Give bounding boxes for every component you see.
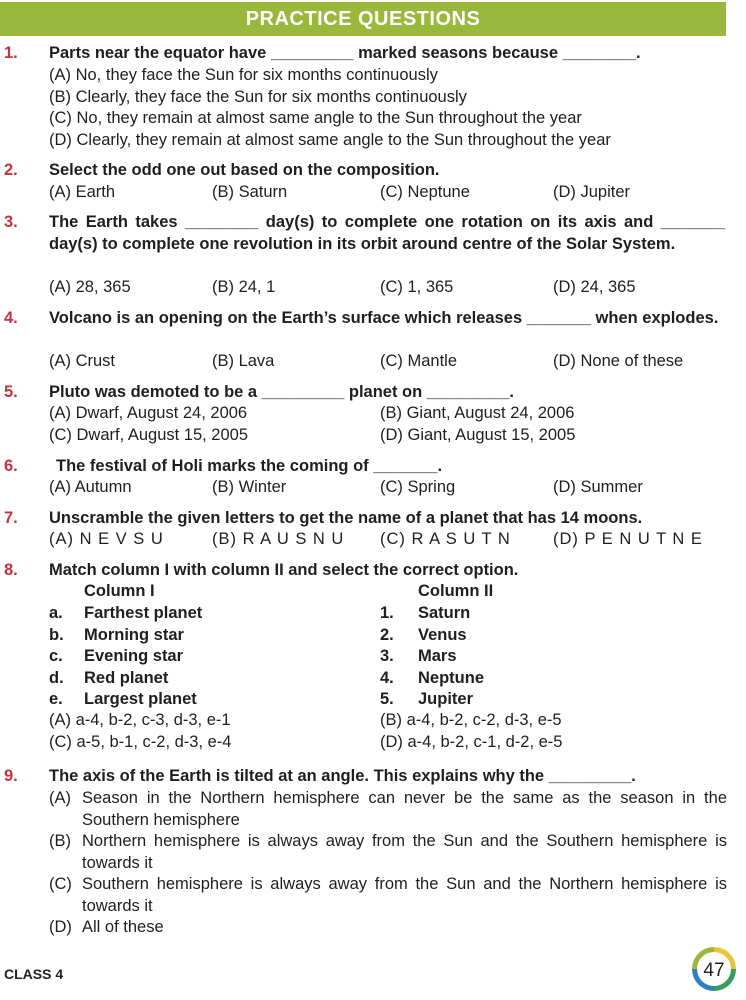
- col1-item: Farthest planet: [84, 604, 203, 622]
- option-d: (D) Summer: [553, 478, 643, 496]
- option-b: (B) Giant, August 24, 2006: [380, 404, 575, 422]
- page-number-badge: [689, 944, 739, 994]
- option-c: (C) Neptune: [380, 183, 470, 201]
- question-stem: Unscramble the given letters to get the name of a planet that has 14 moons.: [49, 509, 643, 527]
- option-d: (D) a-4, b-2, c-1, d-2, e-5: [380, 733, 563, 751]
- option-c: (C) Dwarf, August 15, 2005: [49, 426, 249, 444]
- option-a: (A) Autumn: [49, 478, 132, 496]
- col1-item: Evening star: [84, 647, 184, 665]
- question-number: 2.: [4, 161, 18, 179]
- option-a: (A) Crust: [49, 352, 115, 370]
- section-title: PRACTICE QUESTIONS: [245, 7, 481, 30]
- option-c: (C) a-5, b-1, c-2, d-3, e-4: [49, 733, 232, 751]
- col1-item: Morning star: [84, 625, 184, 644]
- column-1-header: Column I: [84, 582, 155, 600]
- option-b: (B) R A U S N U: [212, 530, 345, 548]
- col2-item: Venus: [418, 625, 467, 644]
- question-stem: The Earth takes ________ day(s) to complete one rotation on its axis and _______ day(s) to complete one revolution in its orbit around centre of the Solar System.: [49, 213, 725, 253]
- question-number: 3.: [4, 213, 18, 231]
- option-d: (D) Clearly, they remain at almost same angle to the Sun throughout the year: [49, 130, 611, 149]
- question-number: 1.: [4, 44, 18, 62]
- col2-item: Neptune: [418, 668, 484, 687]
- question-stem: The axis of the Earth is tilted at an angle. This explains why the _________.: [49, 767, 636, 785]
- question-stem: Select the odd one out based on the composition.: [49, 161, 440, 179]
- option-a: (A) No, they face the Sun for six months continuously: [49, 66, 438, 84]
- option-c: (C) No, they remain at almost same angle to the Sun throughout the year: [49, 109, 582, 127]
- col1-letter: a.: [49, 604, 63, 622]
- option-b: (B) Clearly, they face the Sun for six months continuously: [49, 87, 467, 106]
- col1-item: Largest planet: [84, 690, 197, 708]
- question-number: 4.: [4, 309, 18, 327]
- option-d: (D) 24, 365: [553, 278, 636, 296]
- col1-letter: c.: [49, 647, 63, 665]
- option-d: (D) None of these: [553, 352, 684, 370]
- page-badge-icon: [689, 944, 739, 994]
- question-stem: Parts near the equator have _________ marked seasons because ________.: [49, 44, 641, 62]
- col2-number: 5.: [380, 690, 394, 708]
- option-a: (A) Dwarf, August 24, 2006: [49, 404, 248, 422]
- col2-number: 2.: [380, 625, 394, 644]
- question-number: 7.: [4, 509, 18, 527]
- option-a: (A) 28, 365: [49, 278, 131, 296]
- col2-item: Saturn: [418, 604, 471, 622]
- col1-letter: d.: [49, 668, 64, 687]
- question-stem: Pluto was demoted to be a _________ planet on _________.: [49, 383, 514, 401]
- option-b: (B) Winter: [212, 478, 287, 496]
- option-b: (B) Lava: [212, 352, 275, 370]
- question-stem: The festival of Holi marks the coming of _______.: [56, 457, 443, 475]
- option-c: (C) Mantle: [380, 352, 458, 370]
- question-number: 9.: [4, 767, 18, 785]
- question-number: 6.: [4, 457, 18, 475]
- col2-number: 4.: [380, 668, 394, 687]
- col2-number: 1.: [380, 604, 394, 622]
- col2-item: Jupiter: [418, 690, 474, 708]
- option-c: (C) 1, 365: [380, 278, 454, 296]
- col1-item: Red planet: [84, 668, 169, 687]
- option-b: (B) 24, 1: [212, 278, 276, 296]
- question-stem: Match column I with column II and select the correct option.: [49, 561, 519, 579]
- question-number: 5.: [4, 383, 18, 401]
- option-a: (A) a-4, b-2, c-3, d-3, e-1: [49, 711, 231, 729]
- option-c: (C) R A S U T N: [380, 530, 511, 548]
- option-d: (D) Giant, August 15, 2005: [380, 426, 576, 444]
- option-a: (A) Earth: [49, 183, 116, 201]
- option-b: (B) a-4, b-2, c-2, d-3, e-5: [380, 711, 562, 729]
- option-d: (D) Jupiter: [553, 183, 631, 201]
- col2-item: Mars: [418, 647, 457, 665]
- column-2-header: Column II: [418, 582, 494, 600]
- option-d: (D) P E N U T N E: [553, 530, 703, 548]
- option-a: (A) N E V S U: [49, 530, 164, 548]
- option-b: (B) Saturn: [212, 183, 288, 201]
- question-stem: Volcano is an opening on the Earth’s surface which releases _______ when explodes.: [49, 309, 719, 327]
- question-number: 8.: [4, 561, 18, 579]
- col2-number: 3.: [380, 647, 394, 665]
- section-banner: [0, 2, 726, 36]
- svg-text:47: 47: [703, 960, 725, 981]
- class-label: CLASS 4: [4, 966, 64, 982]
- col1-letter: e.: [49, 690, 63, 708]
- col1-letter: b.: [49, 625, 64, 644]
- option-c: (C) Spring: [380, 478, 456, 496]
